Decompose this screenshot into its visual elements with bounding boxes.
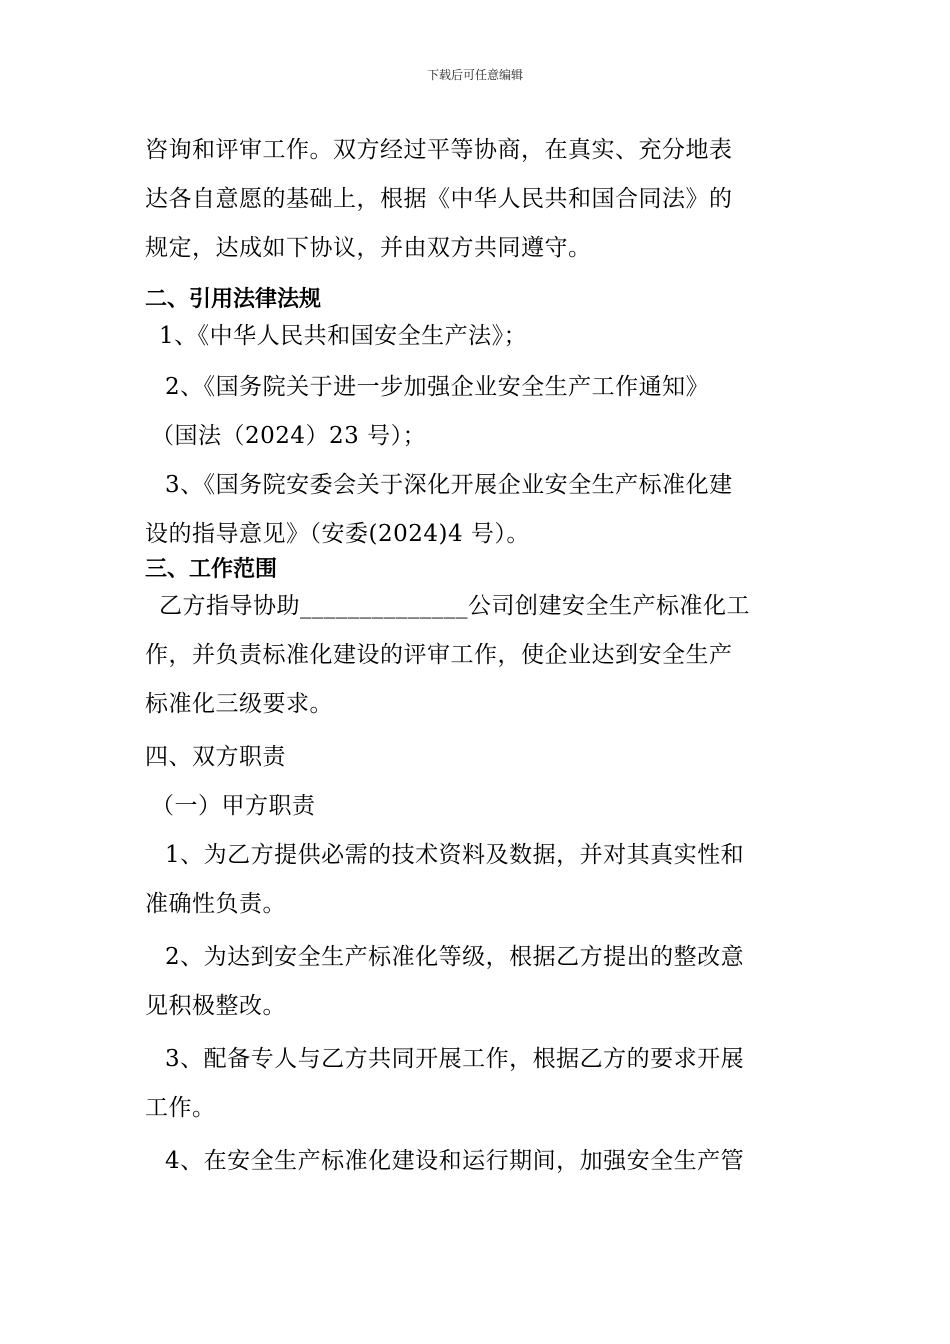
intro-line-1: 咨询和评审工作。双方经过平等协商，在真实、充分地表 [145,137,733,163]
section-2-item-1: 1、《中华人民共和国安全生产法》； [159,323,528,349]
intro-line-2: 达各自意愿的基础上，根据《中华人民共和国合同法》的 [145,186,733,212]
section-3-line-2: 作，并负责标准化建设的评审工作，使企业达到安全生产 [145,642,733,668]
duty-1-line-1: 1、为乙方提供必需的技术资料及数据，并对其真实性和 [165,842,745,868]
section-2-item-2-line-1: 2、《国务院关于进一步加强企业安全生产工作通知》 [165,374,710,400]
header-note: 下载后可任意编辑 [426,68,523,82]
duty-2-line-2: 见积极整改。 [145,993,286,1019]
section-2-item-2-line-2: （国法（2024）23 号）； [151,423,427,449]
intro-line-3: 规定，达成如下协议，并由双方共同遵守。 [145,235,592,261]
duty-2-line-1: 2、为达到安全生产标准化等级，根据乙方提出的整改意 [165,944,745,970]
duty-4-line-1: 4、在安全生产标准化建设和运行期间，加强安全生产管 [165,1148,745,1174]
section-3-line-3: 标准化三级要求。 [145,691,333,717]
section-4-title: 四、双方职责 [145,744,286,770]
section-2-title: 二、引用法律法规 [145,287,322,312]
section-3-line-1: 乙方指导协助______________公司创建安全生产标准化工 [159,593,750,619]
section-2-item-3-line-1: 3、《国务院安委会关于深化开展企业安全生产标准化建 [165,472,733,498]
document-body [145,126,805,1186]
duty-1-line-2: 准确性负责。 [145,891,286,917]
section-3-title: 三、工作范围 [145,557,278,582]
duty-3-line-2: 工作。 [145,1095,216,1121]
section-4-sub-1: （一）甲方职责 [151,793,316,819]
duty-3-line-1: 3、配备专人与乙方共同开展工作，根据乙方的要求开展 [165,1046,745,1072]
section-2-item-3-line-2: 设的指导意见》（安委(2024)4 号）。 [145,521,530,547]
